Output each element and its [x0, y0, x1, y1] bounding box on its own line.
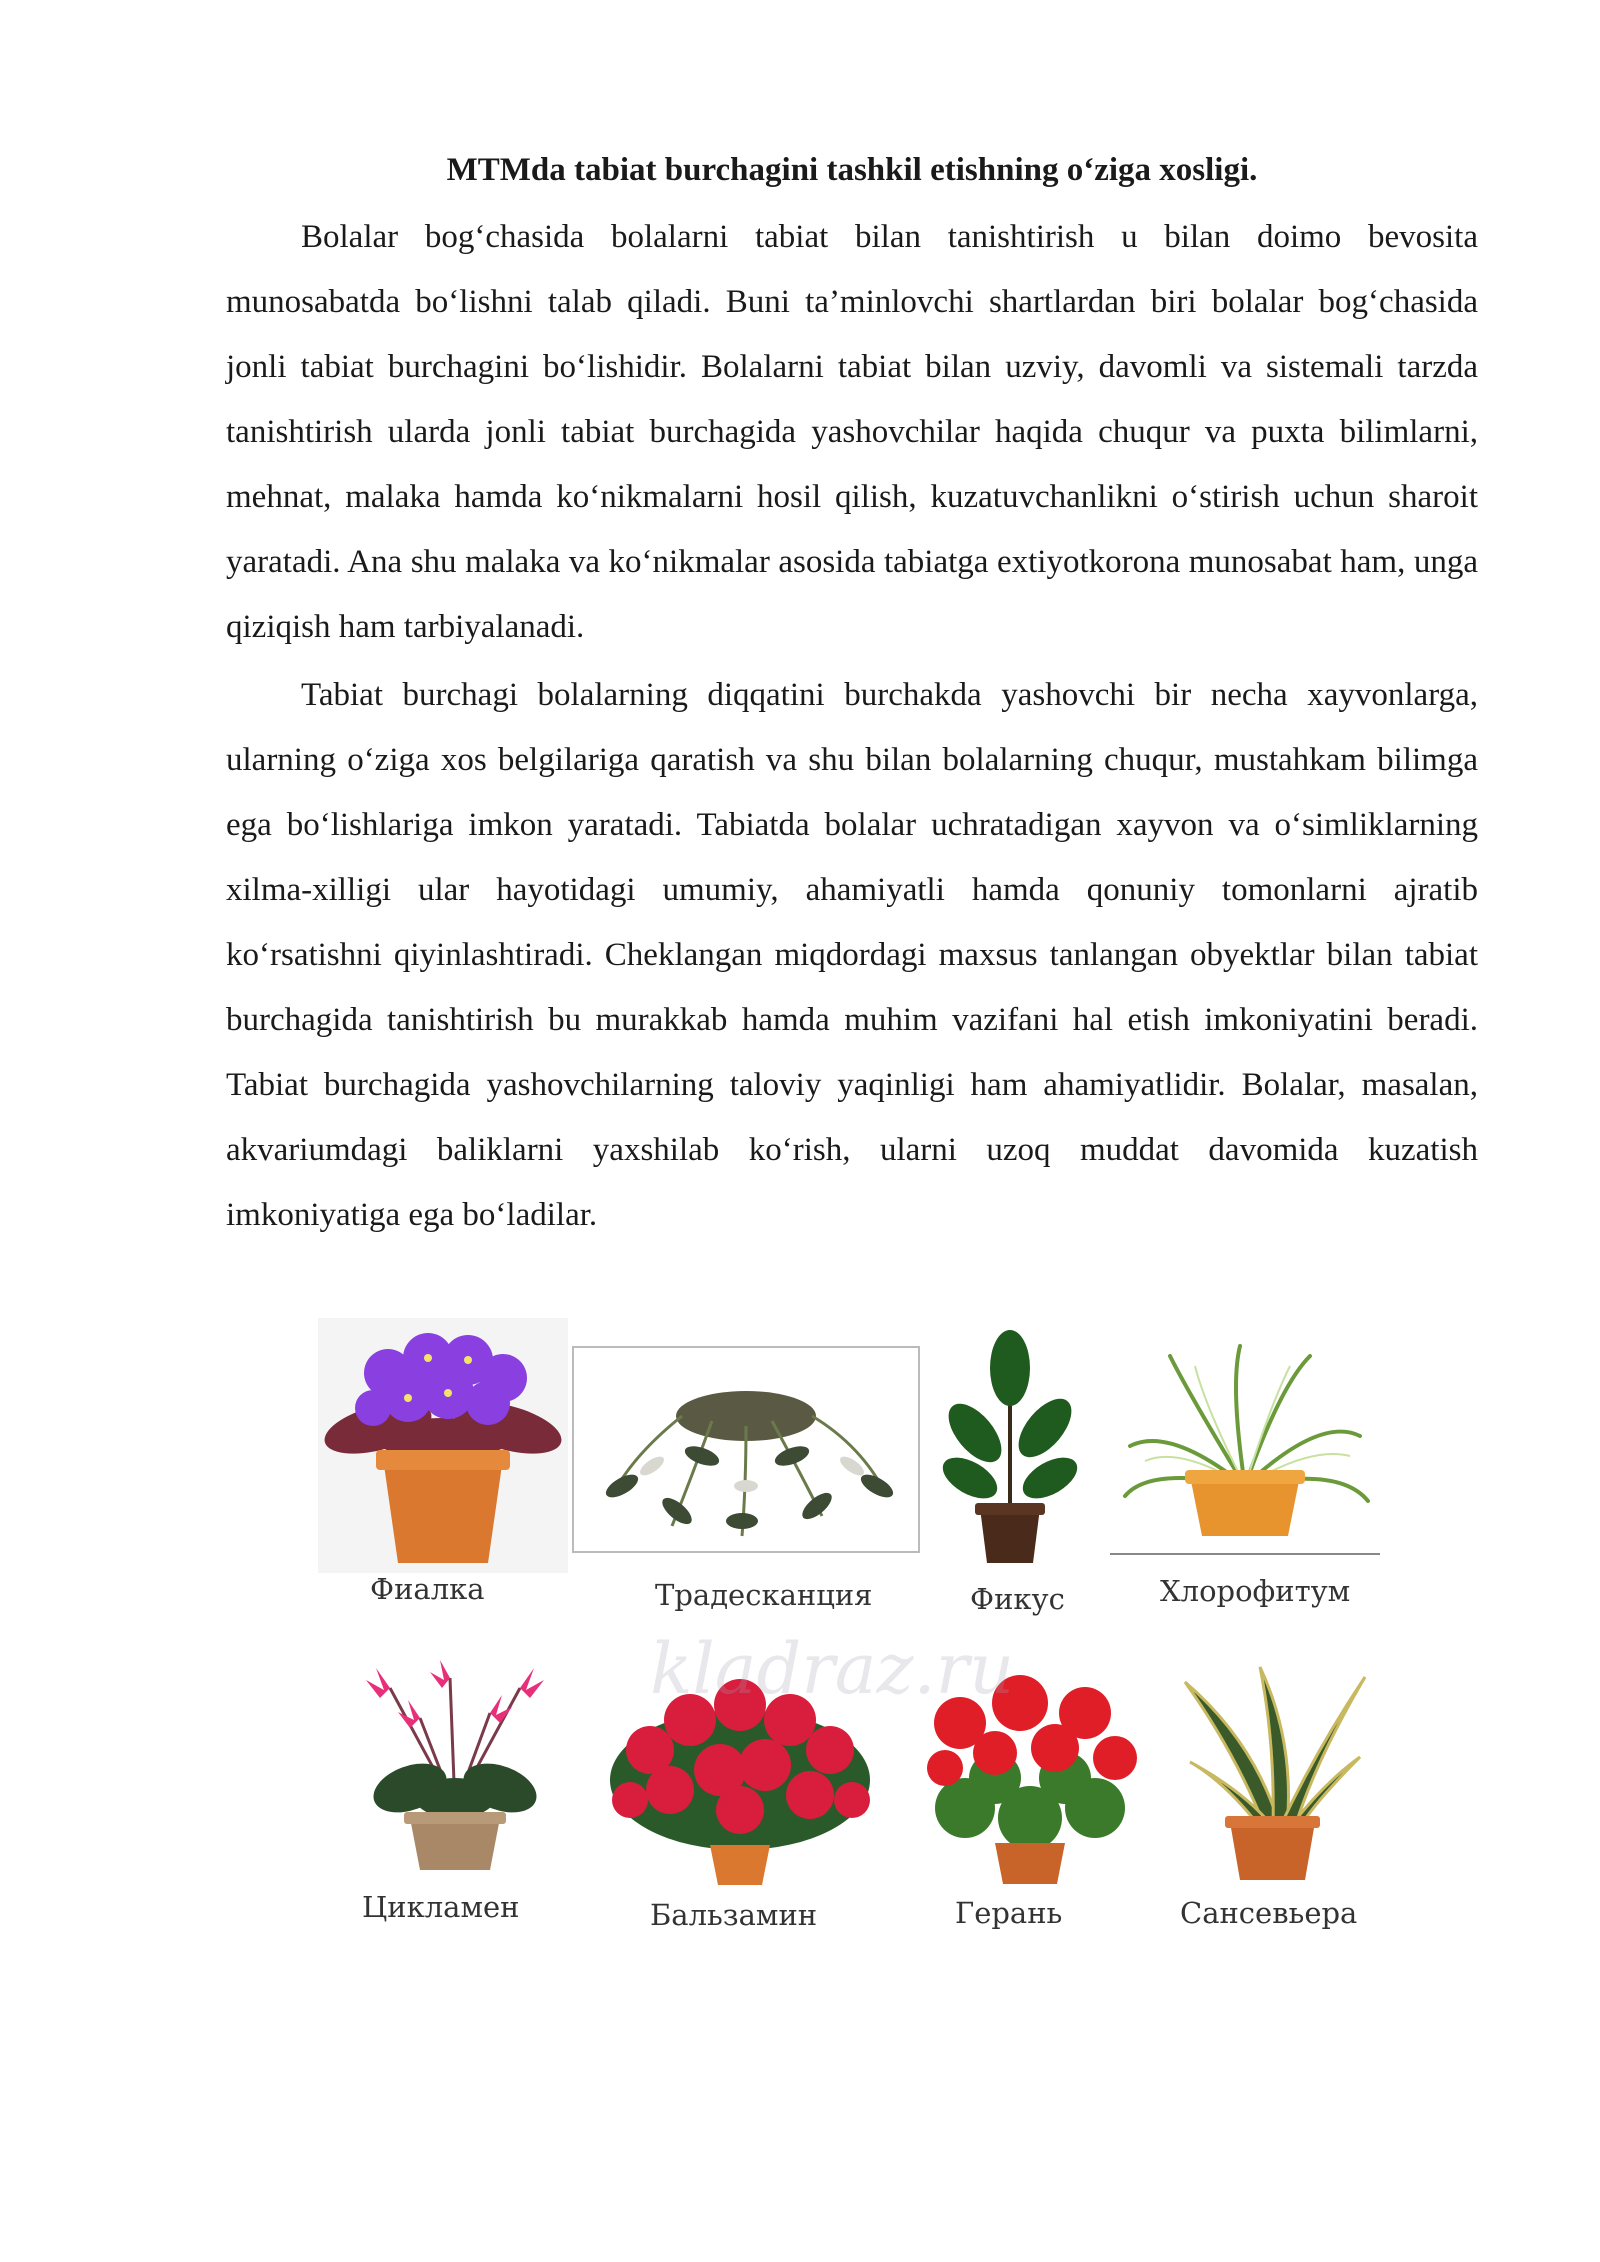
- chlorophytum-plant-icon: [1110, 1336, 1380, 1561]
- document-title: MTMda tabiat burchagini tashkil etishning o‘ziga xosligi.: [446, 152, 1258, 188]
- paragraph-2: [226, 663, 1478, 1248]
- paragraph-1-text: Bolalar bog‘chasida bolalarni tabiat bilan tanishtirish u bilan doimo bevosita munosabatda bo‘lishni talab qiladi. Buni ta’minlovchi shartlardan biri bolalar bog‘chasida jonli tabiat burchagini bo‘lishidir. Bolalarni tabiat bilan uzviy, davomli va sistemali tarzda tanishtirish ularda jonli tabiat burchagida yashovchilar haqida chuqur va puxta bilimlarni, mehnat, malaka hamda ko‘nikmalarni hosil qilish, kuzatuvchanlikni o‘stirish uchun sharoit yaratadi. Ana shu malaka va ko‘nikmalar asosida tabiatga extiyotkorona munosabat ham, unga qiziqish ham tarbiyalanadi.: [226, 219, 1478, 645]
- plant-label-1: Фиалка: [370, 1572, 485, 1606]
- plant-label-3: Фикус: [970, 1582, 1065, 1616]
- plant-label-2: Традесканция: [655, 1578, 873, 1612]
- ficus-plant-icon: [935, 1328, 1085, 1568]
- paragraph-1: [226, 205, 1478, 660]
- plant-label-7: Герань: [955, 1896, 1063, 1930]
- watermark: kladraz.ru: [650, 1628, 1015, 1710]
- plant-label-4: Хлорофитум: [1160, 1574, 1351, 1608]
- cyclamen-plant-icon: [340, 1658, 570, 1878]
- tradescantia-plant-icon: [572, 1346, 920, 1553]
- plant-label-6: Бальзамин: [650, 1898, 818, 1932]
- violet-plant-icon: [318, 1318, 568, 1573]
- sansevieria-plant-icon: [1165, 1662, 1380, 1884]
- paragraph-2-text: Tabiat burchagi bolalarning diqqatini burchakda yashovchi bir necha xayvonlarga, ularning o‘ziga xos belgilariga qaratish va shu bilan bolalarning chuqur, mustahkam bilimga ega bo‘lishlariga imkon yaratadi. Tabiatda bolalar uchratadigan xayvon va o‘simliklarning xilma-xilligi ular hayotidagi umumiy, ahamiyatli hamda qonuniy tomonlarni ajratib ko‘rsatishni qiyinlashtiradi. Cheklangan miqdordagi maxsus tanlangan obyektlar bilan tabiat burchagida tanishtirish bu murakkab hamda muhim vazifani hal etish imkoniyatini beradi. Tabiat burchagida yashovchilarning taloviy yaqinligi ham ahamiyatlidir. Bolalar, masalan, akvariumdagi baliklarni yaxshilab ko‘rish, ularni uzoq muddat davomida kuzatish imkoniyatiga ega bo‘ladilar.: [226, 677, 1478, 1233]
- plant-label-5: Цикламен: [362, 1890, 520, 1924]
- plant-label-8: Сансевьера: [1180, 1896, 1358, 1930]
